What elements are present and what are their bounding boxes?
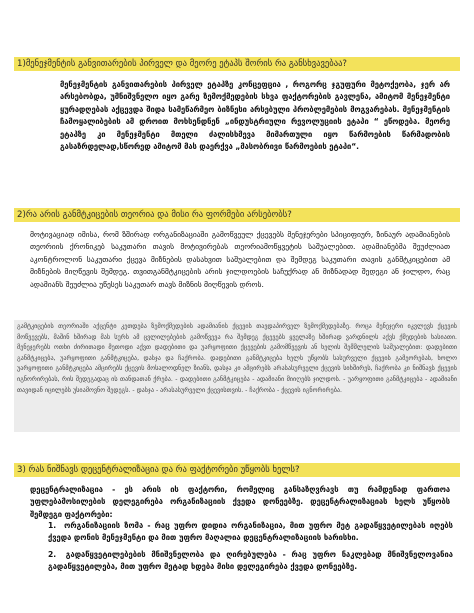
list-item-text: ორგანიზაციის ზომა - რაც უფრო დიდია ორგანიზაცია, მით უფრო მეტ გადაწყვეტილებას იღებს ქვედა დონის მენეჯმენტი და მით უფრო მაღალია დეცენტრალიზაციის ხარისხი. <box>48 521 453 543</box>
factor-list <box>48 520 453 578</box>
question-2-note: გამტკიცების თეორიაში აქცენტი კეთდება ზემოქმედების ადამიანის ქცევის თავდაპირველ ზემოქმედებაზე. როცა მენეჯერი იკვლევს ქცევის მოწვევებს, მაშინ ხშირად მას სურს ამ ცვლილებების გამოწვევა რა შემდეგ ქცევებს ყველაზე ხშირად ვარდნილს აქვს ქმედების ხასიათი. მენეჯერებს ოთხი ძირითადი მეთოდი აქვთ დადებითი და უარყოფითი ქცევების გამომწვევის ან ხელის შემშლელის საშუალებით: დადებითი განმტკიცება, უარყოფითი განმტკიცება, დასჯა და ჩაქრობა. დადებითი განმტკიცება ხელს უწყობს სასურველი ქცევის გამეორებას, ხოლო უარყოფითი განმტკიცება ამცირებს ქცევის მოსალოდნელ ზიანს, დასჯა კი ამცირებს არასასურველი ქცევის სიხშირეს, ჩაქრობა კი ნიშნავს ქცევის იგნორირებას, რის შედეგადაც ის თანდათან ქრება. - დადებითი განმტკიცება - ადამიანი მიიღებს ჯილდოს. - უარყოფითი განმტკიცება - ადამიანი თავიდან იცილებს უსიამოვნო შედეგს. - დასჯა - არასასურველი ქცევისთვის. - ჩაქრობა - ქცევის იგნორირება. <box>14 320 460 432</box>
list-item-text: გადაწყვეტილებების მნიშვნელობა და ღირებულება - რაც უფრო ნაკლებად მნიშვნელოვანია გადაწყვეტილება, მით უფრო მეტად ხდება მისი დელეგირება ქვედა დონეებზე. <box>48 549 453 572</box>
question-1-answer: მენეჯმენტის განვითარების პირველ ეტაპზე კონცეფცია , როგორც ჯგუფური მეტოქეობა, ჯერ არ არსებობდა, უმნიშვნელო იყო გარე ზემოქმედების სხვა ფაქტორების გავლენა, ამიტომ მენეჯმენტი ყურადღებას აქცევდა შიდა სამეწარმეო ბიზნესი არსებული პრობლემების მოგვარებას. მენეჯმენტის ჩამოყალიბების ამ დროით მოხსენდნენ „ინდუსტრიული რევოლუციის ეტაპი “ ეწოდება. მეორე ეტაპზე კი მენეჯმენტი მთელი ძალისხმევა მიმართული იყო წარმოების წარმადობის გასაზრდელად,სწორედ ამიტომ მას დაერქვა „მასობრივი წარმოების ეტაპი“. <box>60 80 450 152</box>
list-item-number: 1. <box>48 521 57 530</box>
question-1-heading: 1)მენეჯმენტის განვითარების პირველ და მეორე ეტაპს შორის რა განსხვავებაა? <box>14 57 460 71</box>
list-item <box>48 520 453 545</box>
question-3-answer: დეცენტრალიზაცია - ეს არის ის ფაქტორი, რომელიც განსაზღვრავს თუ რამდენად ფართოა უფლებამოსილების დელეგირება ორგანიზაციის ქვედა დონეებზე. დეცენტრალიზაციას ხელს უწყობს შემდეგი ფაქტორები: <box>30 485 450 519</box>
list-item-number: 2. <box>48 549 57 559</box>
list-item <box>48 549 453 574</box>
question-2-heading: 2)რა არის განმტკიცების თეორია და მისი რა ფორმები არსებობს? <box>14 208 460 222</box>
question-2-answer: მოტივაციად იმისა, რომ ზშირად ორგანიზაციაში გამოწვეულ ქცევებს მენეჯერები სპიციფიურ, ზინაურ ადამიანების თეორიის ქრონიკებ საკუთარი თავის მოტივირებას თეორიამოწყვეტის საშუალებით. ადამიანებმა შეუძლიათ აკონტროლონ საკუთარი ქცევა მიზნების დასახვით საშუალებით და შემდეგ საკუთარი თავის განმტკიცებით ამ მიზნების მიღწევის შემდეგ. თვითგანმტკიცების არის ჯილდოების საჩუქრად ან მიზნადად შედეგი ან ჯილდო, რაც ადამიანს შეუძლია უწესეს საკუთარ თავს მიზნის მიღწევის დროს. <box>30 230 450 289</box>
question-3-heading: 3) რას ნიშნავს დეცენტრალიზაცია და რა ფაქტორები უწყობს ხელს? <box>14 463 460 477</box>
